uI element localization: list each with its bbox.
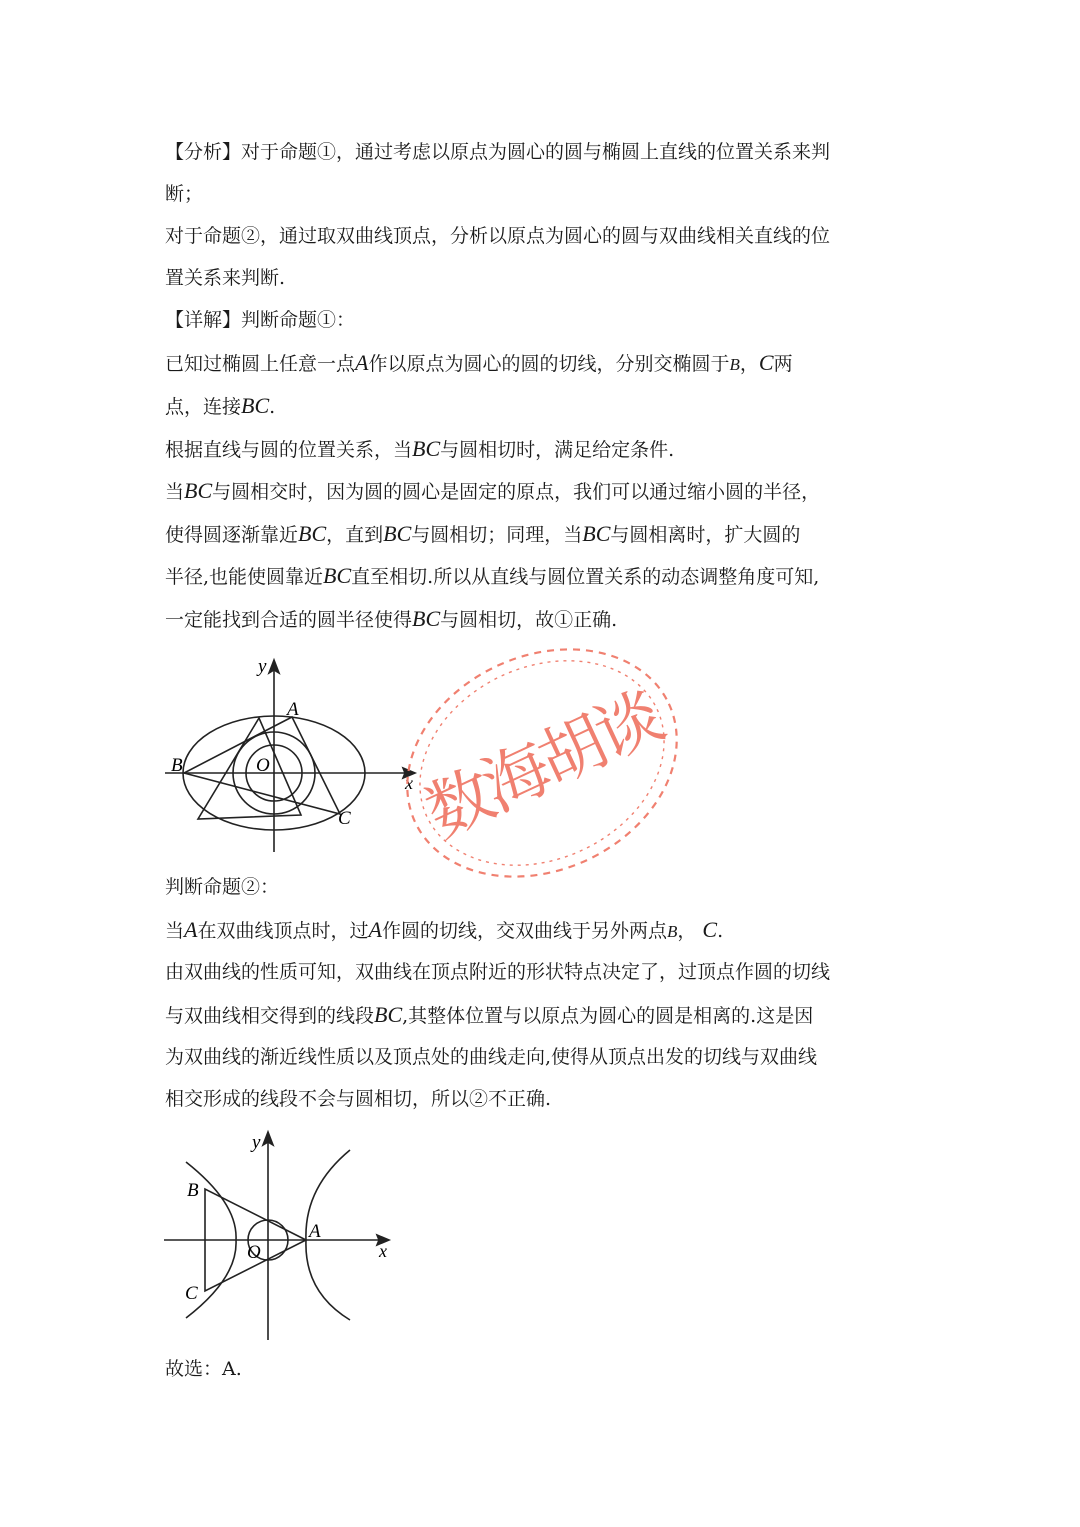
analysis-line-3: 对于命题②，通过取双曲线顶点，分析以原点为圆心的圆与双曲线相关直线的位 [165, 225, 831, 247]
part2-line-3: 与双曲线相交得到的线段BC,其整体位置与以原点为圆心的圆是相离的.这是因 [165, 1002, 814, 1027]
detail-line-5: 使得圆逐渐靠近BC，直到BC与圆相切；同理，当BC与圆相离时，扩大圆的 [165, 521, 801, 546]
analysis-line-4: 置关系来判断. [165, 267, 286, 289]
part2-heading: 判断命题②： [165, 876, 280, 898]
label-O: O [256, 755, 270, 776]
label-y: y [258, 656, 267, 677]
analysis-line-1: 【分析】对于命题①，通过考虑以原点为圆心的圆与椭圆上直线的位置关系来判 [165, 141, 831, 163]
label-A: A [309, 1221, 321, 1242]
detail-line-1: 已知过椭圆上任意一点A作以原点为圆心的圆的切线，分别交椭圆于B，C两 [165, 350, 793, 375]
part2-line-5: 相交形成的线段不会与圆相切，所以②不正确. [165, 1088, 552, 1110]
detail-line-2: 点，连接BC. [165, 393, 276, 418]
watermark-stamp [400, 640, 690, 885]
watermark-text: 数海胡谈 [414, 677, 672, 853]
label-x: x [405, 773, 413, 793]
label-C: C [338, 808, 351, 829]
detail-line-7: 一定能找到合适的圆半径使得BC与圆相切，故①正确. [165, 606, 618, 631]
figure-hyperbola [160, 1128, 400, 1343]
detail-line-3: 根据直线与圆的位置关系，当BC与圆相切时，满足给定条件. [165, 436, 675, 461]
part2-line-4: 为双曲线的渐近线性质以及顶点处的曲线走向,使得从顶点出发的切线与双曲线 [165, 1046, 818, 1068]
label-C: C [185, 1283, 198, 1304]
label-A: A [287, 699, 299, 720]
detail-line-4: 当BC与圆相交时，因为圆的圆心是固定的原点，我们可以通过缩小圆的半径， [165, 478, 821, 503]
label-x: x [379, 1241, 387, 1261]
answer: 故选：A. [165, 1358, 242, 1380]
part2-line-2: 由双曲线的性质可知，双曲线在顶点附近的形状特点决定了，过顶点作圆的切线 [165, 961, 831, 983]
label-y: y [252, 1132, 261, 1153]
part2-line-1: 当A在双曲线顶点时，过A作圆的切线，交双曲线于另外两点B， C. [165, 917, 724, 942]
detail-line-6: 半径,也能使圆靠近BC直至相切.所以从直线与圆位置关系的动态调整角度可知, [165, 563, 820, 588]
analysis-line-2: 断； [165, 183, 204, 205]
label-B: B [171, 755, 183, 776]
detail-heading: 【详解】判断命题①： [165, 309, 356, 331]
label-O: O [247, 1242, 261, 1263]
figure-ellipse [160, 652, 430, 857]
label-B: B [187, 1180, 199, 1201]
